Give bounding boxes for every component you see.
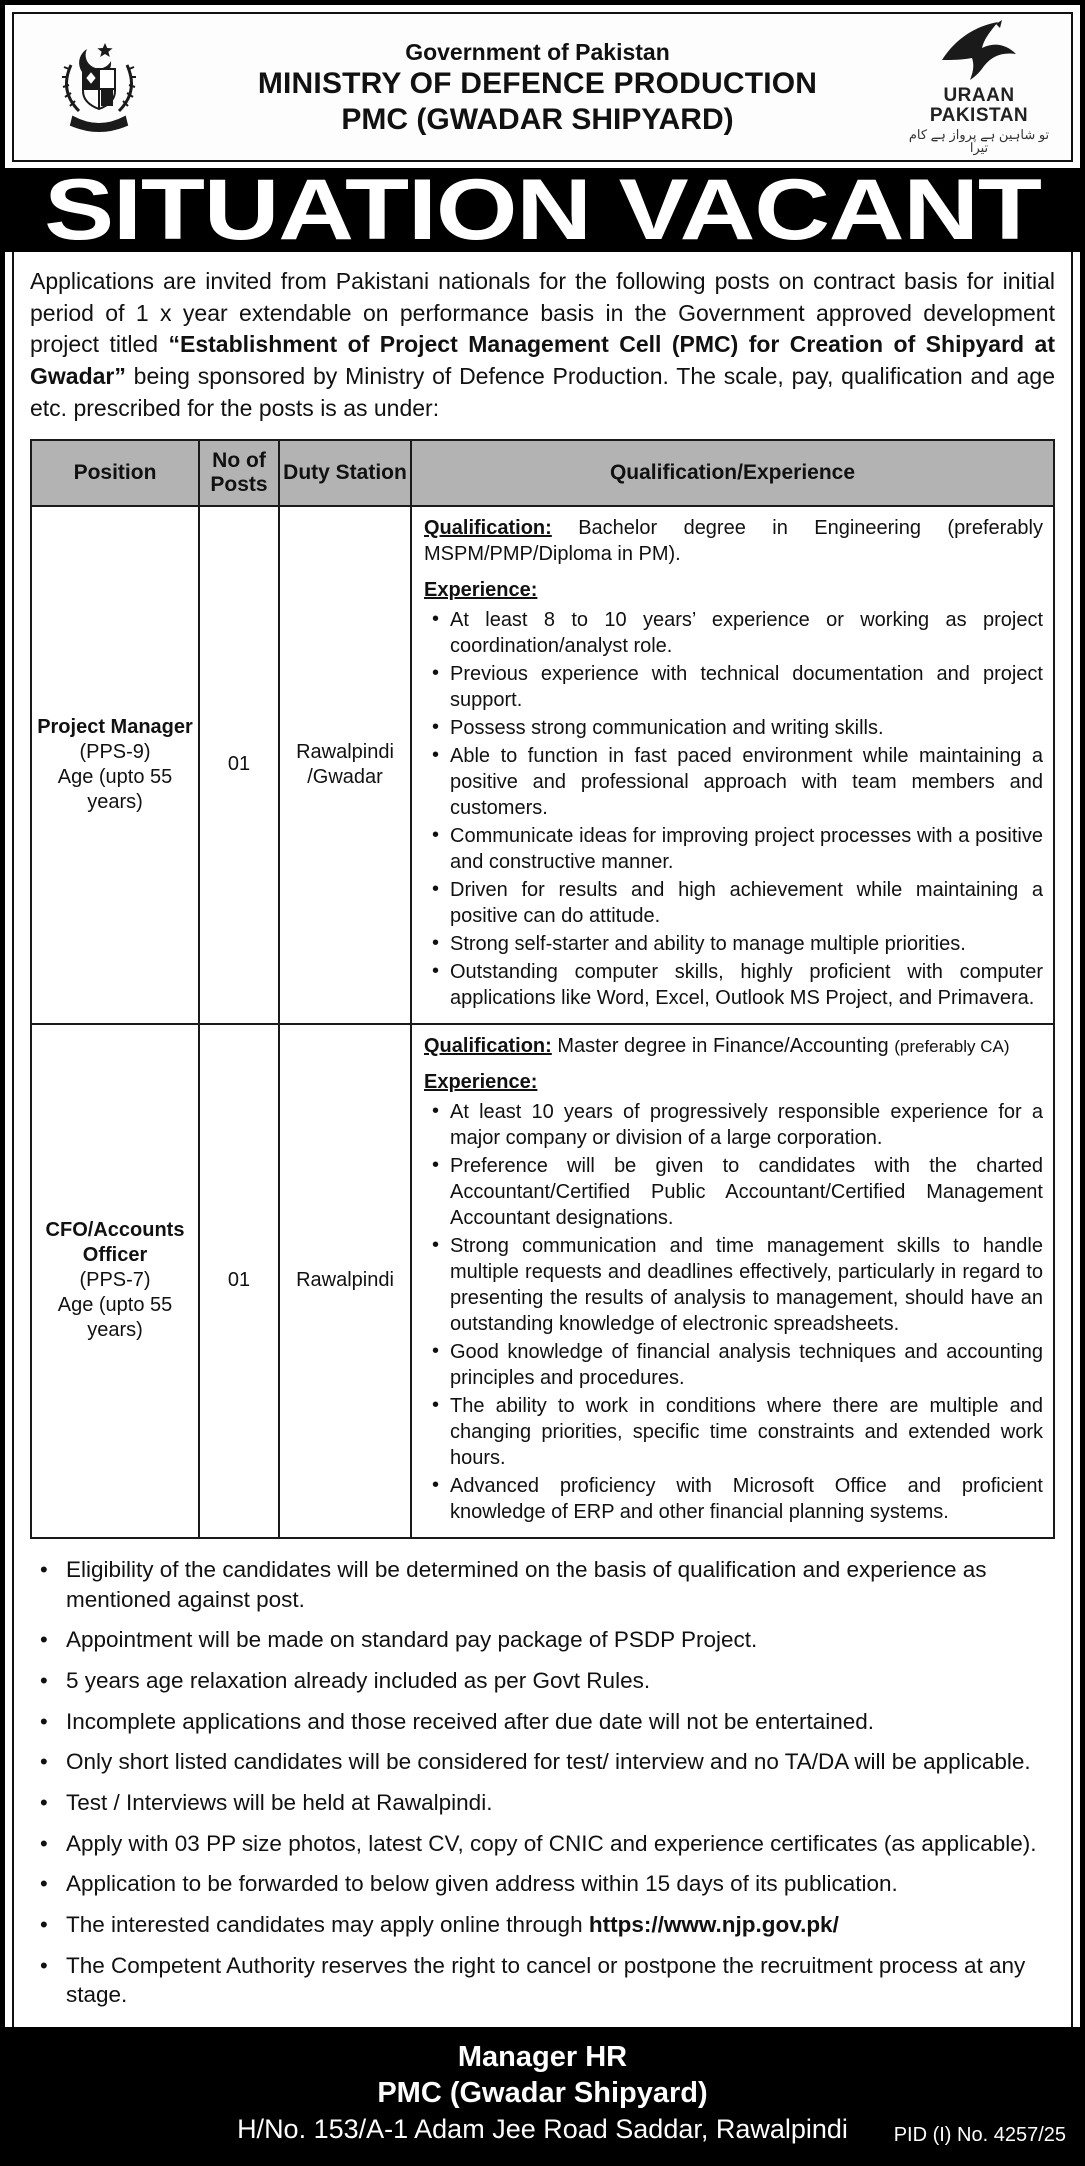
intro-project-title: “Establishment of Project Management Cell (PMC) for Creation of Shipyard at Gwadar”: [30, 331, 1055, 390]
note-item: • Only short listed candidates will be considered for test/ interview and no TA/DA will be applicable.: [30, 1747, 1055, 1777]
col-header-duty-station: Duty Station: [279, 440, 411, 506]
table-header-row: [31, 440, 1054, 506]
uraan-label-1: URAAN: [943, 85, 1015, 106]
experience-bullet: • Able to function in fast paced environment while maintaining a positive and professional approach with team members and customers.: [424, 743, 1043, 821]
experience-bullet: • Preference will be given to candidates with the charted Accountant/Certified Public Accountant/Certified Management Accountant designations.: [424, 1153, 1043, 1231]
experience-label: Experience:: [424, 578, 538, 601]
note-item: • Appointment will be made on standard pay package of PSDP Project.: [30, 1625, 1055, 1655]
experience-bullet: • Strong communication and time management skills to handle multiple requests and deadlines effectively, particularly in regard to presenting the results of analysis to management, should have an outstanding knowledge of electronic spreadsheets.: [424, 1233, 1043, 1337]
position-title: CFO/Accounts Officer: [45, 1219, 185, 1267]
org-title: PMC (GWADAR SHIPYARD): [341, 102, 734, 136]
experience-bullets: [424, 607, 1043, 1011]
qualification-text: Master degree in Finance/Accounting: [551, 1034, 895, 1057]
intro-pre: Applications are invited from Pakistani nationals for the following posts on contract basis for initial period of 1 x year extendable on performance basis in the Government approved development project titled: [30, 267, 1055, 358]
position-age: Age (upto 55 years): [57, 765, 173, 813]
experience-bullet: • Previous experience with technical documentation and project support.: [424, 661, 1043, 713]
experience-bullet: • Good knowledge of financial analysis techniques and accounting principles and procedures.: [424, 1339, 1043, 1391]
experience-bullet: • Outstanding computer skills, highly proficient with computer applications like Word, Excel, Outlook MS Project, and Primavera.: [424, 959, 1043, 1011]
experience-bullet: • The ability to work in conditions where there are multiple and changing priorities, specific time constraints and extended work hours.: [424, 1393, 1043, 1471]
duty-station-cell: Rawalpindi /Gwadar: [279, 506, 411, 1024]
experience-bullet: • Communicate ideas for improving project processes with a positive and constructive manner.: [424, 823, 1043, 875]
qualification-small-note: (preferably CA): [894, 1036, 1010, 1056]
experience-bullet: • Possess strong communication and writing skills.: [424, 715, 1043, 741]
col-header-qualification: Qualification/Experience: [411, 440, 1054, 506]
qualification-cell: [411, 1024, 1054, 1538]
position-grade: (PPS-9): [79, 740, 151, 763]
intro-post: being sponsored by Ministry of Defence Production. The scale, pay, qualification and age etc. prescribed for the posts is as under:: [30, 363, 1055, 421]
header-titles: [174, 37, 901, 137]
col-header-posts: No of Posts: [199, 440, 279, 506]
qualification-label: Qualification:: [424, 1034, 552, 1057]
note-item: • Apply with 03 PP size photos, latest CV, copy of CNIC and experience certificates (as applicable).: [30, 1829, 1055, 1859]
experience-bullet: • Driven for results and high achievement while maintaining a positive can do attitude.: [424, 877, 1043, 929]
footer-signatory: Manager HR: [457, 2041, 628, 2074]
note-item: • The interested candidates may apply online through https://www.njp.gov.pk/: [30, 1910, 1055, 1940]
position-cell: [31, 506, 199, 1024]
position-cell: [31, 1024, 199, 1538]
qualification-label: Qualification:: [424, 516, 552, 539]
qualification-text: Bachelor degree in Engineering (preferably MSPM/PMP/Diploma in PM).: [424, 516, 1043, 565]
position-grade: (PPS-7): [79, 1269, 151, 1292]
note-item: • Eligibility of the candidates will be determined on the basis of qualification and experience as mentioned against post.: [30, 1555, 1055, 1614]
uraan-urdu-tagline: تو شاہین ہے پرواز ہے کام تیرا: [908, 126, 1050, 155]
note-item: • Incomplete applications and those received after due date will not be entertained.: [30, 1707, 1055, 1737]
note-item: • The Competent Authority reserves the right to cancel or postpone the recruitment process at any stage.: [30, 1951, 1055, 2010]
duty-station-cell: Rawalpindi: [279, 1024, 411, 1538]
table-row: [31, 506, 1054, 1024]
footer-address: H/No. 153/A-1 Adam Jee Road Saddar, Rawalpindi: [237, 2113, 848, 2144]
bird-icon: [936, 20, 1022, 82]
posts-cell: 01: [199, 506, 279, 1024]
pakistan-emblem-icon: [24, 35, 174, 139]
experience-bullet: • At least 10 years of progressively responsible experience for a major company or division of a large corporation.: [424, 1099, 1043, 1151]
note-item: • 5 years age relaxation already included as per Govt Rules.: [30, 1666, 1055, 1696]
table-row: [31, 1024, 1054, 1538]
header: [12, 12, 1073, 162]
experience-bullets: [424, 1099, 1043, 1525]
situation-vacant-banner: [5, 168, 1080, 252]
note-item: • Test / Interviews will be held at Rawalpindi.: [30, 1788, 1055, 1818]
experience-bullet: • At least 8 to 10 years’ experience or working as project coordination/analyst role.: [424, 607, 1043, 659]
footer: [5, 2027, 1080, 2161]
ministry-title: MINISTRY OF DEFENCE PRODUCTION: [257, 67, 818, 101]
general-notes-list: [30, 1555, 1055, 2010]
experience-bullet: • Advanced proficiency with Microsoft Office and proficient knowledge of ERP and other financial planning systems.: [424, 1473, 1043, 1525]
posts-cell: 01: [199, 1024, 279, 1538]
col-header-position: Position: [31, 440, 199, 506]
main-content: [12, 252, 1073, 2027]
apply-url: https://www.njp.gov.pk/: [588, 1912, 839, 1938]
banner-title: SITUATION VACANT: [44, 167, 1041, 252]
note-item: • Application to be forwarded to below given address within 15 days of its publication.: [30, 1869, 1055, 1899]
position-title: Project Manager: [37, 715, 193, 738]
experience-label: Experience:: [424, 1070, 538, 1093]
qualification-cell: [411, 506, 1054, 1024]
gov-title: Government of Pakistan: [405, 38, 670, 65]
pid-number: PID (I) No. 4257/25: [893, 2123, 1066, 2146]
uraan-pakistan-logo: [901, 20, 1061, 154]
footer-org: PMC (Gwadar Shipyard): [377, 2077, 708, 2110]
uraan-label-2: PAKISTAN: [929, 104, 1029, 126]
intro-paragraph: [30, 266, 1055, 425]
positions-table: [30, 439, 1055, 1539]
experience-bullet: • Strong self-starter and ability to manage multiple priorities.: [424, 931, 1043, 957]
position-age: Age (upto 55 years): [57, 1294, 173, 1342]
